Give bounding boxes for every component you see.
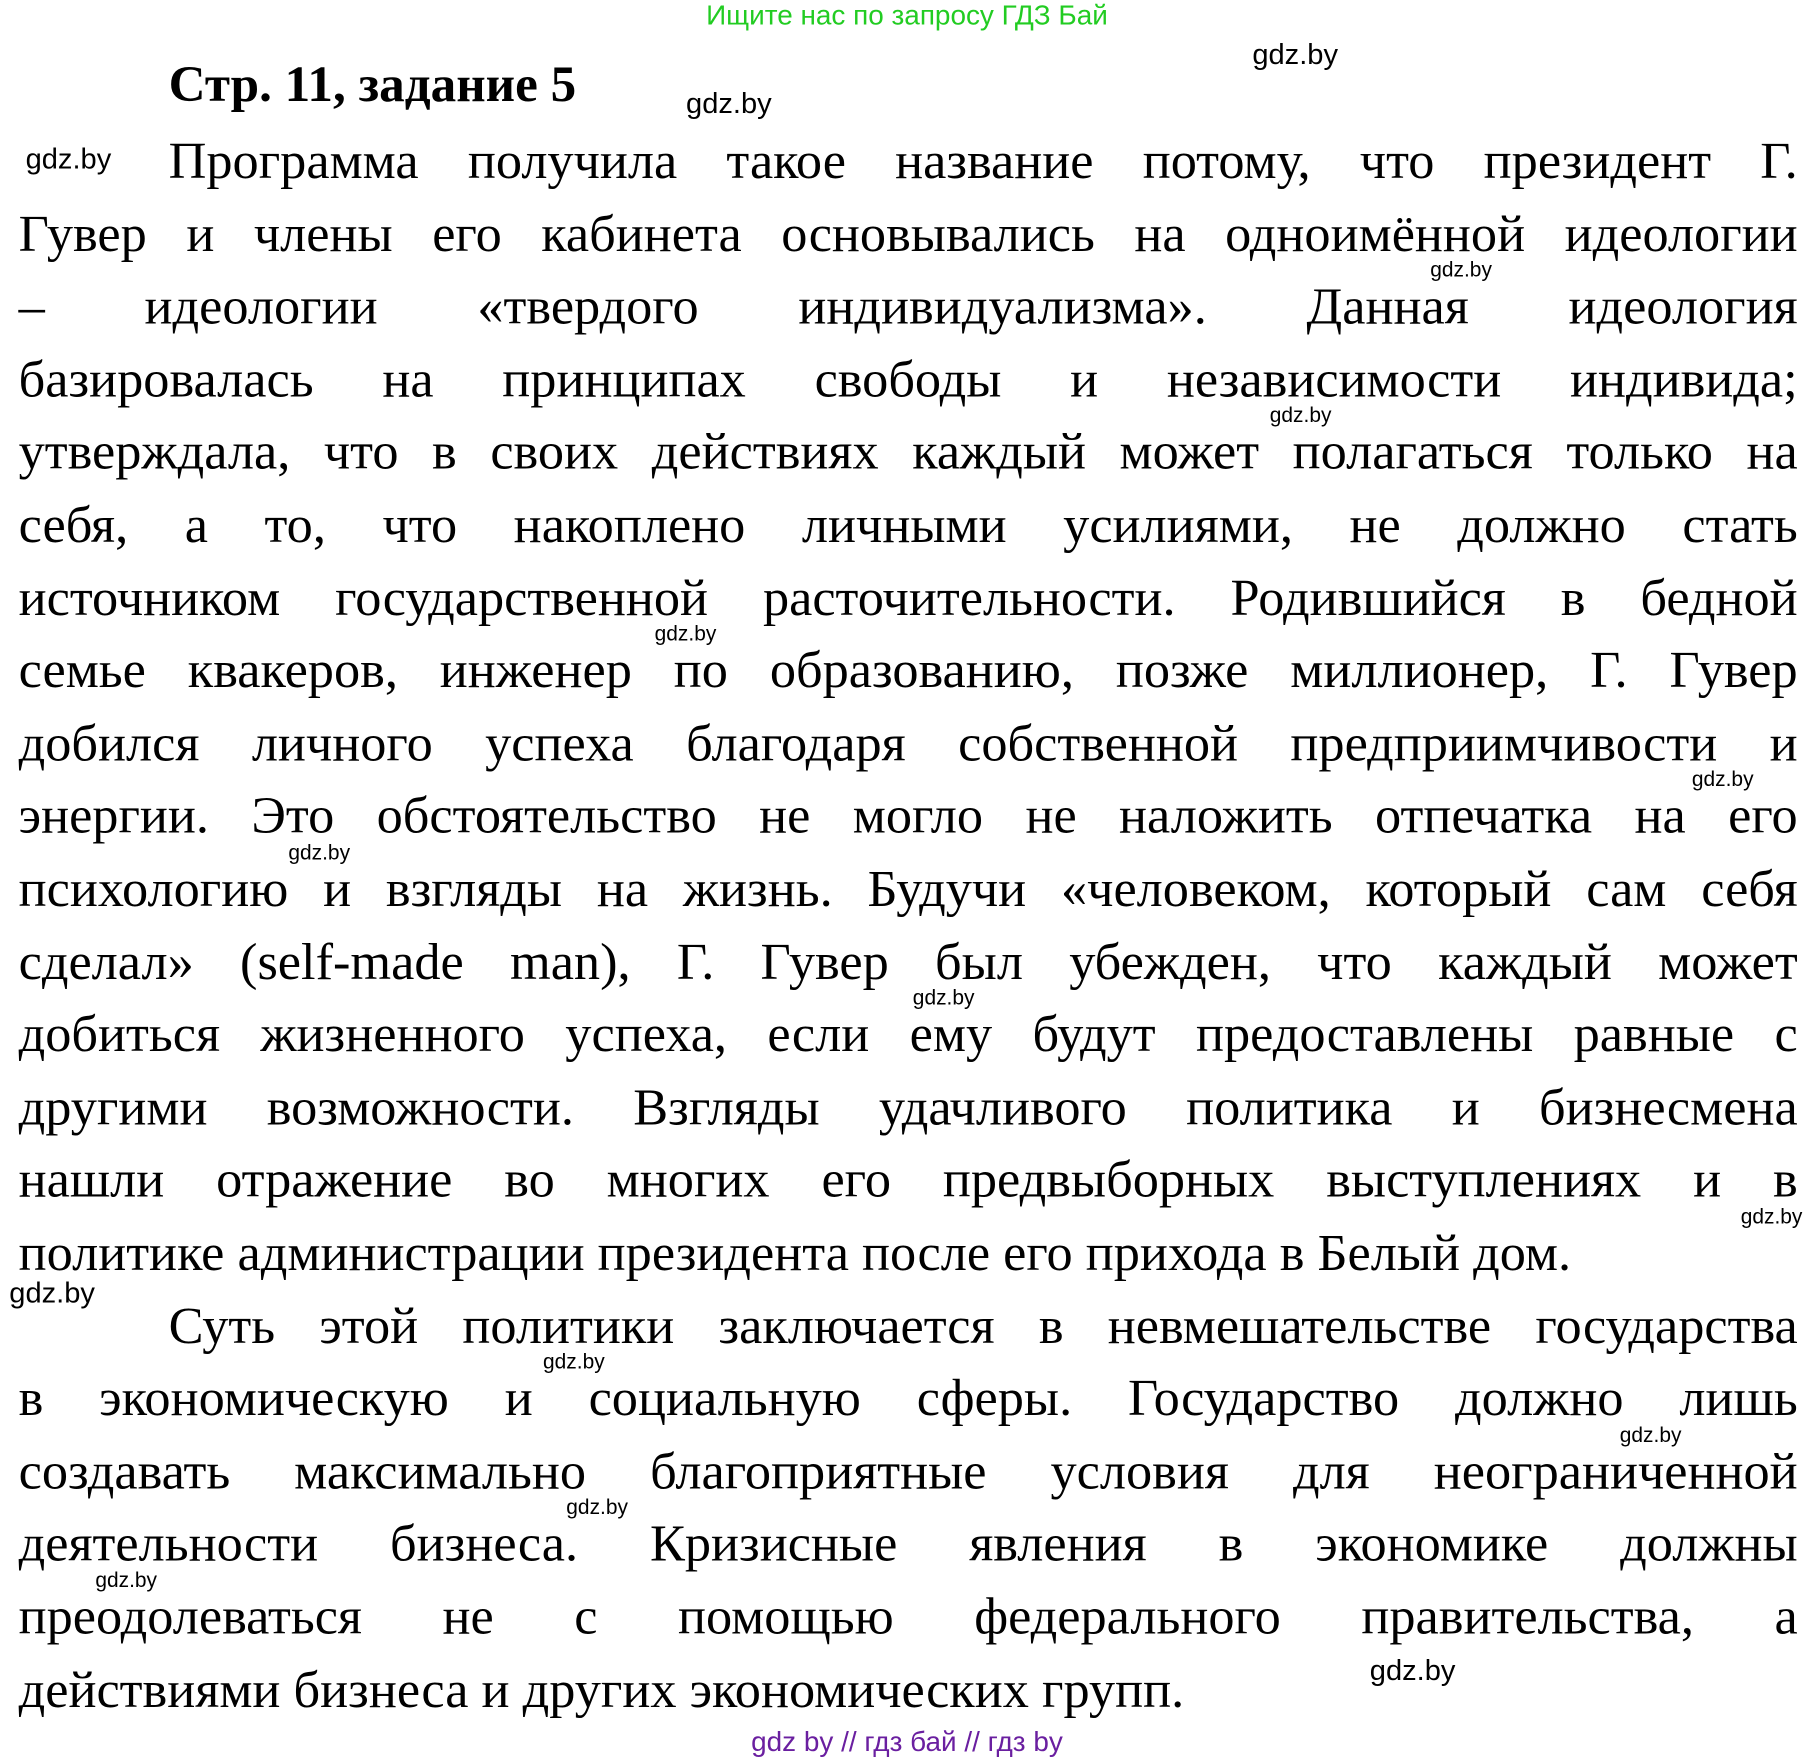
watermark: gdz.by	[95, 1568, 158, 1592]
text-line: в экономическую и социальную сферы. Государство должно лишь	[18, 1368, 1798, 1427]
text-line: действиями бизнеса и других экономических групп.	[18, 1660, 1185, 1719]
text-line: сделал» (self-made man), Г. Гувер был убежден, что каждый может	[18, 932, 1798, 991]
text-line: Суть этой политики заключается в невмешательстве государства	[168, 1296, 1798, 1355]
watermark: gdz.by	[1740, 1204, 1803, 1228]
text-line: нашли отражение во многих его предвыборных выступлениях и в	[18, 1150, 1798, 1209]
watermark: gdz.by	[9, 1276, 95, 1310]
footer-links: gdz by // гдз бай // гдз by	[751, 1726, 1063, 1759]
watermark: gdz.by	[1619, 1423, 1682, 1447]
text-line: утверждала, что в своих действиях каждый может полагаться только на	[18, 422, 1798, 481]
text-line: создавать максимально благоприятные условия для неограниченной	[18, 1441, 1798, 1500]
text-line: политике администрации президента после его прихода в Белый дом.	[18, 1223, 1572, 1282]
watermark: gdz.by	[543, 1350, 605, 1374]
watermark: gdz.by	[1269, 403, 1332, 427]
watermark: gdz.by	[686, 87, 772, 120]
text-line: источником государственной расточительности. Родившийся в бедной	[18, 568, 1798, 627]
watermark: gdz.by	[1430, 258, 1492, 282]
text-line: себя, а то, что накоплено личными усилиями, не должно стать	[18, 495, 1798, 554]
text-line: добиться жизненного успеха, если ему будут предоставлены равные с	[18, 1004, 1798, 1064]
text-line: преодолеваться не с помощью федерального правительства, а	[18, 1587, 1798, 1646]
text-line: другими возможности. Взгляды удачливого политика и бизнесмена	[18, 1077, 1798, 1136]
search-hint-banner: Ищите нас по запросу ГДЗ Бай	[706, 0, 1108, 32]
text-line: деятельности бизнеса. Кризисные явления в экономике должны	[18, 1514, 1798, 1573]
watermark: gdz.by	[912, 986, 975, 1010]
text-line: Гувер и члены его кабинета основывались на одноимённой идеологии	[18, 204, 1798, 263]
page-title: Стр. 11, задание 5	[168, 55, 577, 113]
text-line: базировалась на принципах свободы и независимости индивида;	[18, 349, 1798, 408]
watermark: gdz.by	[1252, 38, 1339, 71]
watermark: gdz.by	[288, 840, 351, 864]
text-line: психологию и взгляды на жизнь. Будучи «человеком, который сам себя	[18, 859, 1798, 918]
text-line: семье квакеров, инженер по образованию, позже миллионер, Г. Гувер	[18, 640, 1798, 700]
watermark: gdz.by	[1691, 767, 1754, 791]
text-line: энергии. Это обстоятельство не могло не наложить отпечатка на его	[18, 786, 1798, 845]
text-line: – идеологии «твердого индивидуализма». Данная идеология	[18, 276, 1798, 336]
watermark: gdz.by	[654, 622, 717, 646]
text-line: Программа получила такое название потому, что президент Г.	[168, 131, 1798, 190]
watermark: gdz.by	[1369, 1654, 1456, 1688]
text-line: добился личного успеха благодаря собственной предприимчивости и	[18, 713, 1798, 772]
watermark: gdz.by	[566, 1495, 628, 1519]
watermark: gdz.by	[25, 143, 112, 176]
